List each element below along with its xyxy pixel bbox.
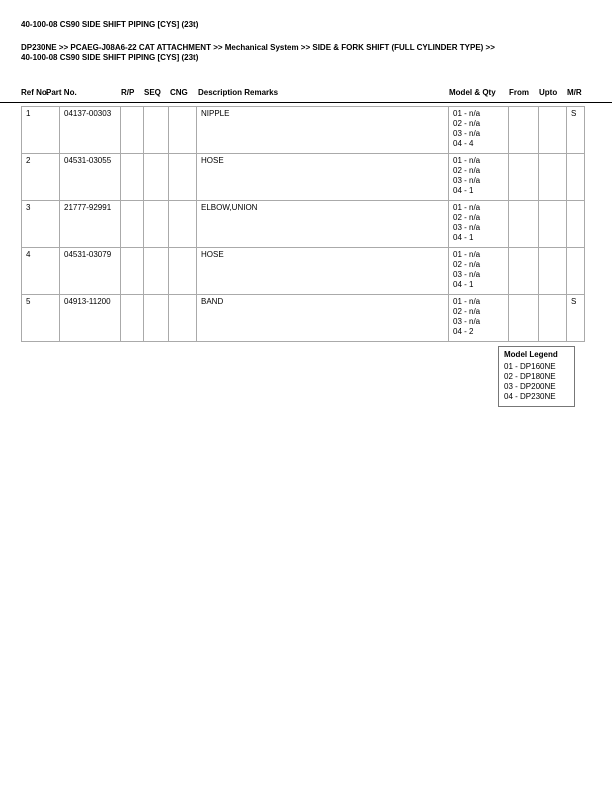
- mr-cell: [567, 201, 585, 248]
- model-qty-line: 04 - 1: [453, 280, 474, 289]
- rp-cell: [121, 201, 144, 248]
- cng-cell: [169, 154, 197, 201]
- seq-cell: [144, 248, 169, 295]
- seq-cell: [144, 201, 169, 248]
- description-cell: ELBOW,UNION: [197, 201, 449, 248]
- table-row: [22, 154, 585, 201]
- part-no-cell: 04531-03055: [60, 154, 121, 201]
- breadcrumb: [21, 43, 596, 63]
- model-qty-line: 03 - n/a: [453, 129, 481, 138]
- header-description: Description Remarks: [198, 88, 279, 97]
- from-cell: [509, 295, 539, 342]
- cng-cell: [169, 107, 197, 154]
- header-mr: M/R: [567, 88, 582, 97]
- from-cell: [509, 248, 539, 295]
- ref-no-cell: 2: [22, 154, 60, 201]
- rp-cell: [121, 107, 144, 154]
- model-qty-line: 02 - n/a: [453, 260, 481, 269]
- seq-cell: [144, 107, 169, 154]
- model-qty-line: 04 - 1: [453, 233, 474, 242]
- ref-no-cell: 3: [22, 201, 60, 248]
- mr-cell: S: [567, 295, 585, 342]
- model-qty-line: 03 - n/a: [453, 317, 481, 326]
- cng-cell: [169, 295, 197, 342]
- rp-cell: [121, 295, 144, 342]
- breadcrumb-line-1: DP230NE >> PCAEG-J08A6-22 CAT ATTACHMENT >> Mechanical System >> SIDE & FORK SHIFT (FULL CYLINDER TYPE) >>: [21, 43, 495, 52]
- header-ref-no: Ref No.: [21, 88, 49, 97]
- cng-cell: [169, 248, 197, 295]
- upto-cell: [539, 154, 567, 201]
- cng-cell: [169, 201, 197, 248]
- upto-cell: [539, 248, 567, 295]
- model-qty-line: 01 - n/a: [453, 203, 481, 212]
- model-qty-line: 04 - 2: [453, 327, 474, 336]
- from-cell: [509, 201, 539, 248]
- header-divider: [0, 102, 612, 103]
- header-model-qty: Model & Qty: [449, 88, 496, 97]
- mr-cell: [567, 154, 585, 201]
- model-qty-line: 03 - n/a: [453, 176, 481, 185]
- table-header: [21, 88, 584, 100]
- seq-cell: [144, 295, 169, 342]
- model-qty-line: 02 - n/a: [453, 166, 481, 175]
- model-qty-line: 01 - n/a: [453, 250, 481, 259]
- table-row: [22, 201, 585, 248]
- model-legend: [498, 346, 575, 407]
- mr-cell: [567, 248, 585, 295]
- legend-title: Model Legend: [504, 350, 558, 359]
- header-cng: CNG: [170, 88, 188, 97]
- rp-cell: [121, 248, 144, 295]
- description-cell: BAND: [197, 295, 449, 342]
- part-no-cell: 04913-11200: [60, 295, 121, 342]
- legend-item: 03 - DP200NE: [504, 382, 556, 391]
- legend-item: 02 - DP180NE: [504, 372, 556, 381]
- table-row: [22, 295, 585, 342]
- model-qty-line: 03 - n/a: [453, 223, 481, 232]
- ref-no-cell: 4: [22, 248, 60, 295]
- model-qty-line: 03 - n/a: [453, 270, 481, 279]
- ref-no-cell: 1: [22, 107, 60, 154]
- parts-table: [21, 106, 585, 342]
- description-cell: NIPPLE: [197, 107, 449, 154]
- model-qty-cell: [449, 248, 509, 295]
- description-cell: HOSE: [197, 248, 449, 295]
- model-qty-line: 04 - 1: [453, 186, 474, 195]
- from-cell: [509, 154, 539, 201]
- model-qty-cell: [449, 201, 509, 248]
- header-from: From: [509, 88, 529, 97]
- model-qty-line: 01 - n/a: [453, 297, 481, 306]
- table-row: [22, 107, 585, 154]
- seq-cell: [144, 154, 169, 201]
- header-upto: Upto: [539, 88, 558, 97]
- model-qty-cell: [449, 107, 509, 154]
- mr-cell: S: [567, 107, 585, 154]
- upto-cell: [539, 201, 567, 248]
- from-cell: [509, 107, 539, 154]
- legend-item: 04 - DP230NE: [504, 392, 556, 401]
- header-part-no: Part No.: [46, 88, 77, 97]
- model-qty-line: 01 - n/a: [453, 109, 481, 118]
- rp-cell: [121, 154, 144, 201]
- model-qty-cell: [449, 154, 509, 201]
- ref-no-cell: 5: [22, 295, 60, 342]
- model-qty-line: 01 - n/a: [453, 156, 481, 165]
- header-rp: R/P: [121, 88, 135, 97]
- model-qty-cell: [449, 295, 509, 342]
- model-qty-line: 02 - n/a: [453, 307, 481, 316]
- page-title: 40-100-08 CS90 SIDE SHIFT PIPING [CYS] (23t): [21, 20, 199, 29]
- part-no-cell: 04531-03079: [60, 248, 121, 295]
- table-row: [22, 248, 585, 295]
- description-cell: HOSE: [197, 154, 449, 201]
- part-no-cell: 04137-00303: [60, 107, 121, 154]
- upto-cell: [539, 295, 567, 342]
- part-no-cell: 21777-92991: [60, 201, 121, 248]
- model-qty-line: 02 - n/a: [453, 213, 481, 222]
- model-qty-line: 02 - n/a: [453, 119, 481, 128]
- upto-cell: [539, 107, 567, 154]
- header-seq: SEQ: [144, 88, 161, 97]
- breadcrumb-line-2: 40-100-08 CS90 SIDE SHIFT PIPING [CYS] (23t): [21, 53, 199, 62]
- legend-item: 01 - DP160NE: [504, 362, 556, 371]
- model-qty-line: 04 - 4: [453, 139, 474, 148]
